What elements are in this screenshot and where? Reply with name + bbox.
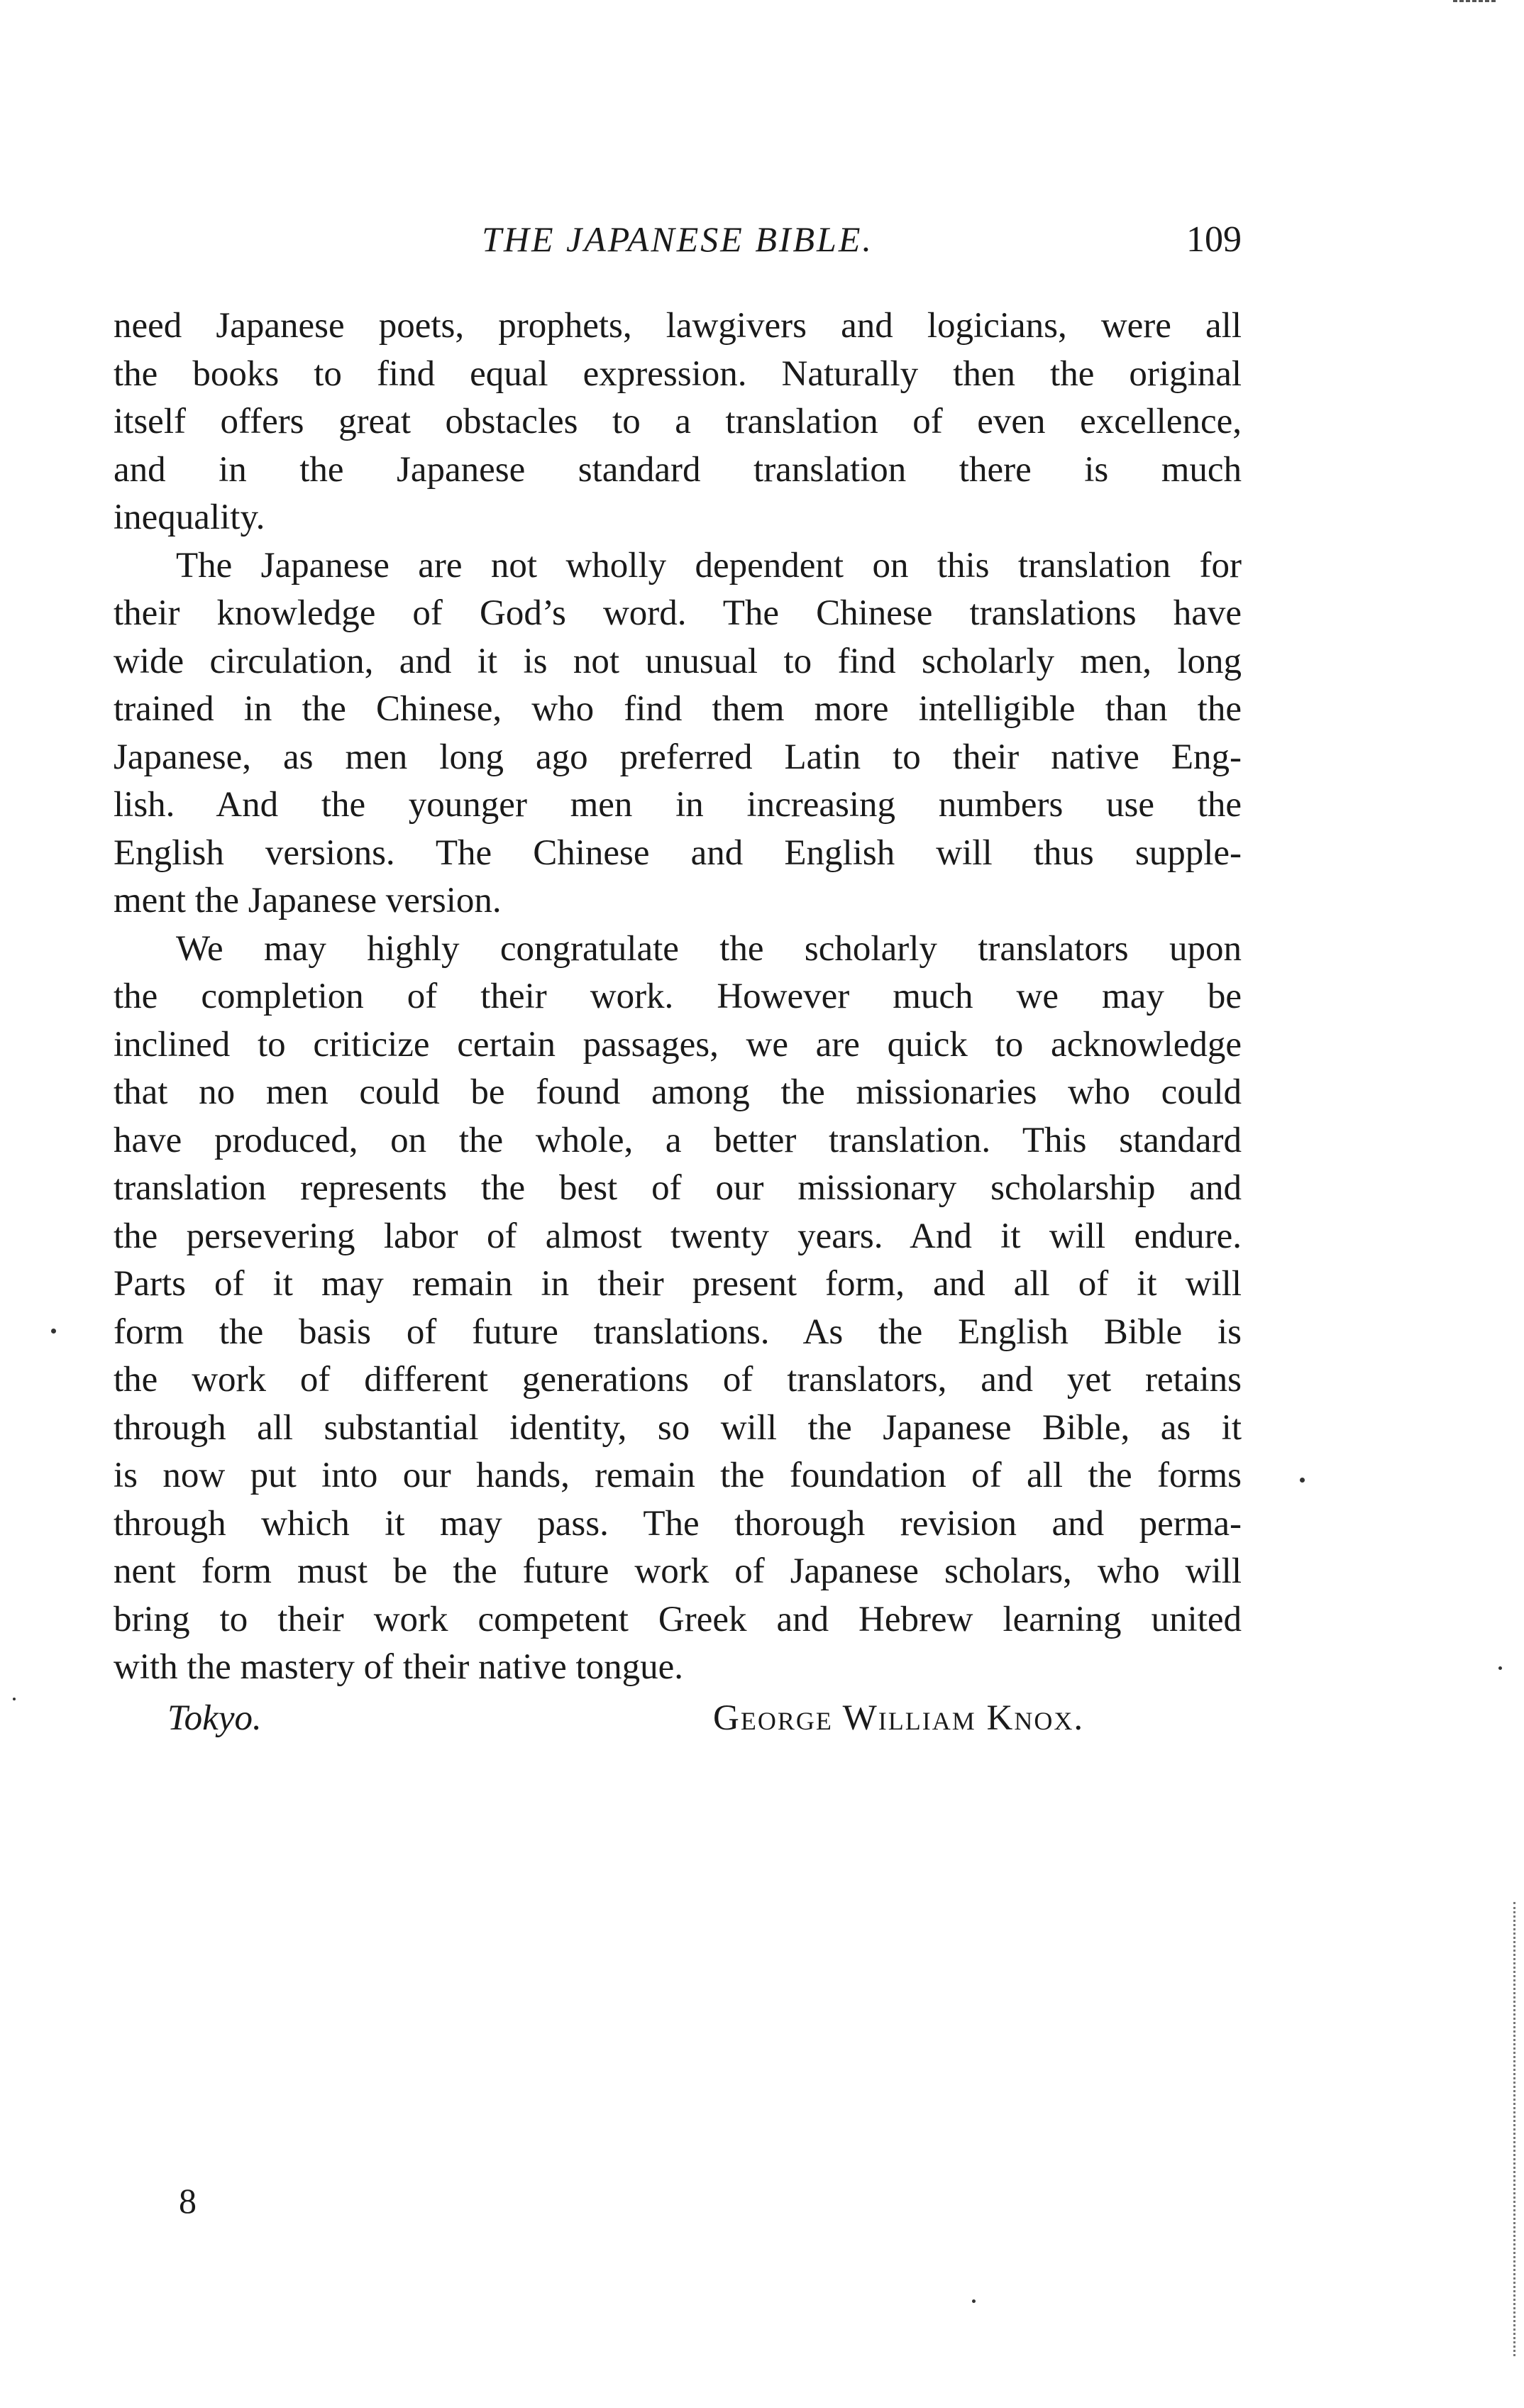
- text-line: form the basis of future translations. As the English Bible is: [114, 1312, 1242, 1352]
- text-line: nent form must be the future work of Japanese scholars, who will: [114, 1551, 1242, 1591]
- text-line: itself offers great obstacles to a translation of even excellence,: [114, 402, 1242, 441]
- scan-speck: [51, 1329, 56, 1334]
- text-line: trained in the Chinese, who find them more intelligible than the: [114, 689, 1242, 729]
- text-line: is now put into our hands, remain the foundation of all the forms: [114, 1456, 1242, 1495]
- text-line: English versions. The Chinese and English will thus supple-: [114, 832, 1242, 873]
- text-line: the books to find equal expression. Naturally then the original: [114, 353, 1242, 394]
- text-line: inequality.: [114, 497, 265, 537]
- running-head: [114, 219, 1242, 268]
- signature-row: [114, 1692, 1242, 1745]
- scan-speck: [1300, 1478, 1305, 1483]
- signature-mark: 8: [179, 2181, 197, 2221]
- text-line: the completion of their work. However much we may be: [114, 977, 1242, 1016]
- text-line: The Japanese are not wholly dependent on this translation for: [176, 545, 1242, 585]
- scan-edge-mark: [1501, 1902, 1515, 2356]
- text-line: need Japanese poets, prophets, lawgivers and logicians, were all: [114, 306, 1242, 346]
- text-line: translation represents the best of our missionary scholarship and: [114, 1168, 1242, 1208]
- text-line: We may highly congratulate the scholarly translators upon: [176, 928, 1242, 969]
- text-line: their knowledge of God’s word. The Chinese translations have: [114, 593, 1242, 633]
- text-line: wide circulation, and it is not unusual to find scholarly men, long: [114, 641, 1242, 681]
- running-title: THE JAPANESE BIBLE.: [482, 219, 873, 259]
- page-number: 109: [1186, 219, 1242, 260]
- text-line: inclined to criticize certain passages, we are quick to acknowledge: [114, 1024, 1242, 1065]
- signature-author: George William Knox.: [713, 1698, 1085, 1738]
- text-line: ment the Japanese version.: [114, 881, 502, 920]
- text-line: and in the Japanese standard translation there is much: [114, 449, 1242, 490]
- text-line: that no men could be found among the missionaries who could: [114, 1072, 1242, 1112]
- scan-edge-mark: [1453, 0, 1496, 5]
- text-line: the persevering labor of almost twenty years. And it will endure.: [114, 1216, 1242, 1256]
- text-line: have produced, on the whole, a better translation. This standard: [114, 1120, 1242, 1160]
- text-line: through which it may pass. The thorough revision and perma-: [114, 1503, 1242, 1544]
- text-line: Japanese, as men long ago preferred Latin to their native Eng-: [114, 737, 1242, 777]
- scan-speck: [972, 2299, 976, 2303]
- text-line: lish. And the younger men in increasing numbers use the: [114, 785, 1242, 825]
- scan-speck: [13, 1698, 16, 1700]
- body-text: [114, 302, 1242, 1745]
- text-line: through all substantial identity, so will the Japanese Bible, as it: [114, 1407, 1242, 1448]
- text-line: with the mastery of their native tongue.: [114, 1647, 684, 1687]
- text-line: bring to their work competent Greek and Hebrew learning united: [114, 1599, 1242, 1639]
- scan-speck: [1498, 1666, 1502, 1670]
- text-line: the work of different generations of translators, and yet retains: [114, 1360, 1242, 1400]
- text-line: Parts of it may remain in their present form, and all of it will: [114, 1264, 1242, 1304]
- signature-place: Tokyo.: [167, 1698, 262, 1738]
